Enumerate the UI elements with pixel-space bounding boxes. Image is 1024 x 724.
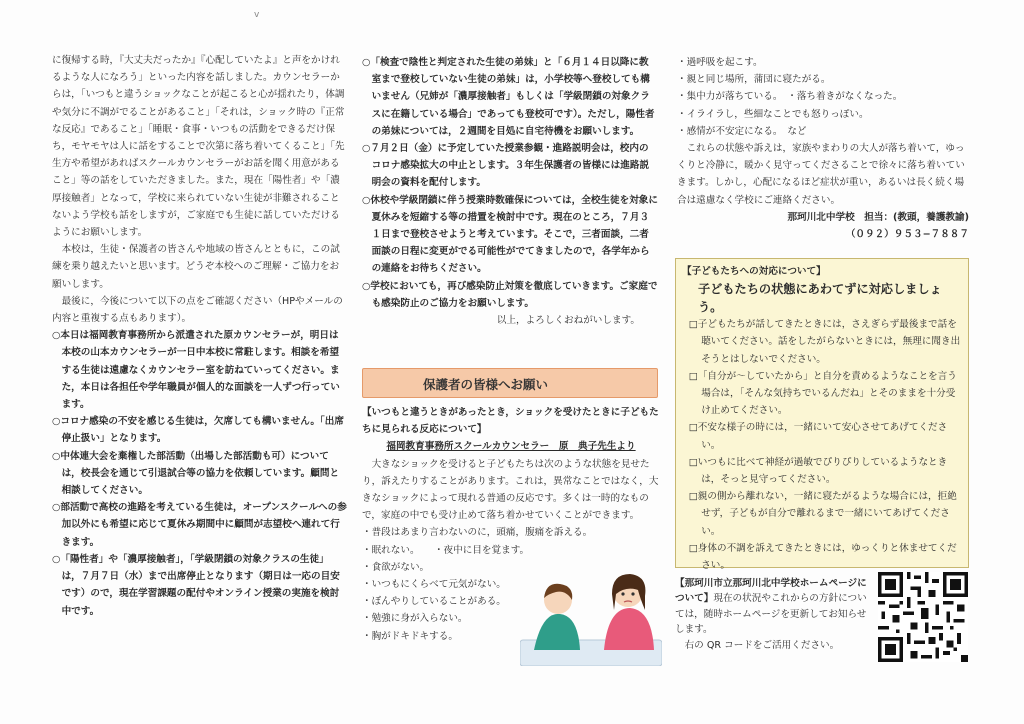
scan-mark: v [254,10,260,20]
symptom-item: ・ぼんやりしていることがある。 [362,596,506,608]
symptom-item: ・集中力が落ちている。 ・落ち着きがなくなった。 [677,91,903,103]
banner-title: 保護者の皆様へお願い [423,377,549,392]
paragraph: に復帰する時，『大丈夫だったか』『心配していたよ』と声をかけれるような人になろう」といった内容を話しました。カウンセラーからは，「いつもと違うショックなことが起こると心が揺れたり，体調や気分に不調がでることがあること」「それは，ショック時の『正常な反応』であること」「睡眠・食事・いつもの活動をできるだけ保ち，モヤモヤは人に話をすることで次第に落ち着いてくること」「先生方や希望があればスクールカウンセラーがお話を聞く用意があること」等の話をしていただきました。また，現在「陽性者」や「濃厚接触者」となって，学校に来られていない生徒が非難されることないよう学校も話をしますが，ご家庭でも生徒に話していただけるようにお願いします。 [52,55,345,239]
notice-item: ○学校においても，再び感染防止対策を徹底していきます。ご家庭でも感染防止のご協力をお願いします。 [362,280,658,309]
section-banner [362,368,658,398]
qr-code-icon[interactable] [878,572,968,662]
notice-item: ○コロナ感染の不安を感じる生徒は，欠席しても構いません。「出席停止扱い」となります。 [52,416,344,445]
contact-line: 那珂川北中学校 担当：(教頭，養護教諭) [787,211,969,223]
symptom-item: ・親と同じ場所，蒲団に寝たがる。 [677,74,831,86]
symptom-item: ・勉強に身が入らない。 [362,613,468,625]
paragraph: 最後に，今後について以下の点をご確認ください（HPやメールの内容と重複する点もあります）。 [52,295,343,325]
section-heading: 【いつもと違うときがあったとき，ショックを受けたときに子どもたちに見られる反応について】 [362,407,659,436]
box-title: 【子どもたちへの対応について】 [682,266,826,277]
symptom-item: ・過呼吸を起こす。 [677,57,763,68]
symptom-item: ・感情が不安定になる。 など [677,125,807,137]
homepage-title: 【那珂川市立那珂川北中学校ホームページについて】 [675,578,867,605]
notice-item: ○部活動で高校の進路を考えている生徒は，オープンスクールへの参加以外にも希望に応じて夏休み期間中に顧問が志望校へ連れて行きます。 [52,502,347,548]
notice-item: ○７月２日（金）に予定していた授業参観・進路説明会は，校内のコロナ感染拡大の中止とします。３年生保護者の皆様には進路説明会の資料を配付します。 [362,143,650,189]
guide-item: □「自分が〜していたから」と自分を責めるようなことを言う場合は，「そんな気持ちでいるんだね」とそのままを十分受け止めてください。 [688,370,957,417]
column-left [52,52,347,620]
guide-item: □不安な様子の時には，一緒にいて安心させてあげてください。 [688,422,948,451]
column-middle [362,54,658,329]
guide-item: □いつもに比べて神経が過敏でぴりぴりしているようなときは，そっと見守ってください。 [688,456,948,486]
notice-item: ○本日は福岡教育事務所から派遣された原カウンセラーが，明日は本校の山本カウンセラーが一日中本校に常駐します。相談を希望する生徒は遠慮なくカウンセラー室を訪ねていってください。また，本日は各担任や学年職員が個人的な面談を一人ずつ行っています。 [52,330,340,411]
paragraph: これらの状態や訴えは，家族やまわりの大人が落ち着いて，ゆっくりと冷静に，暖かく見守ってくださることで徐々に落ち着いていきます。しかし，心配になるほど症状が重い，あるいは長く続く場合は遠慮なく学校にご連絡ください。 [677,143,965,206]
phone-number: （０９２）９５３−７８８７ [845,229,969,241]
guide-item: □親の側から離れない，一緒に寝たがるような場合には，拒絶せず，子どもが自分で離れるまで一緒にいてあげてください。 [688,491,957,537]
counseling-illustration [520,554,662,666]
symptom-item: ・普段はあまり言わないのに，頭痛，腹痛を訴える。 [362,527,593,539]
qr-note: 右の QR コードをご活用ください。 [684,639,840,651]
paragraph: 本校は，生徒・保護者の皆さんや地域の皆さんとともに，この試練を乗り越えたいと思います。どうぞ本校へのご理解・ご協力をお願いします。 [52,244,340,290]
symptom-item: ・いつもにくらべて元気がない。 [362,579,506,591]
column-right [677,54,969,243]
homepage-note [675,576,870,653]
author-line: 福岡教育事務所スクールカウンセラー 原 典子先生より [386,441,636,453]
symptom-item: ・眠れない。 ・夜中に目を覚ます。 [362,544,530,556]
response-guide-box [675,258,969,572]
symptom-item: ・イライラし，些細なことでも怒りっぽい。 [677,108,869,120]
guide-item: □子どもたちが話してきたときには，さえぎらず最後まで話を聴いてください。話をしたがらないときには，無理に聞き出そうとはしないでください。 [688,319,961,365]
box-subtitle: 子どもたちの状態にあわてずに対応しましょう。 [698,282,942,315]
notice-item: ○「検査で陰性と判定された生徒の弟妹」と「６月１４日以降に教室まで登校していない生徒の弟妹」は，小学校等へ登校しても構いません（兄姉が「濃厚接触者」もしくは「学級閉鎖の対象クラスに在籍している場合」であっても登校可です）。ただし，陽性者の弟妹については，２週間を目処に自宅待機をお願いします。 [362,57,655,137]
notice-item: ○休校や学級閉鎖に伴う授業時数確保については，全校生徒を対象に夏休みを短縮する等の措置を検討中です。現在のところ，７月３１日まで登校させようと考えています。そこで，三者面談，二者面談の日程に変更がでる可能性がでてきましたので，各学年からの連絡をお待ちください。 [362,194,658,275]
symptom-item: ・食欲がない。 [362,561,430,573]
closing-line: 以上，よろしくおねがいします。 [496,315,640,327]
notice-item: ○「陽性者」や「濃厚接触者」，「学級閉鎖の対象クラスの生徒」は，７月７日（水）まで出席停止となります（期日は一応の目安です）ので，現在学習課題の配付やオンライン授業の実施を検討中です。 [52,553,340,617]
symptom-item: ・胸がドキドキする。 [362,630,458,642]
intro-paragraph: 大きなショックを受けると子どもたちは次のような状態を見せたり，訴えたりすることがあります。これは，異常なことではなく，大きなショックによって現れる普通の反応です。多くは一時的なもので，家庭の中でも受け止めて落ち着かせていくことができます。 [362,458,659,522]
homepage-text: 現在の状況やこれからの方針については，随時ホームページを更新してお知らせします。 [675,593,867,636]
notice-item: ○中体連大会を棄権した部活動（出場した部活動も可）については，校長会を通じて引退試合等の協力を依頼しています。顧問と相談してください。 [52,450,340,497]
guide-item: □身体の不調を訴えてきたときには，ゆっくりと休ませてください。 [688,542,957,572]
